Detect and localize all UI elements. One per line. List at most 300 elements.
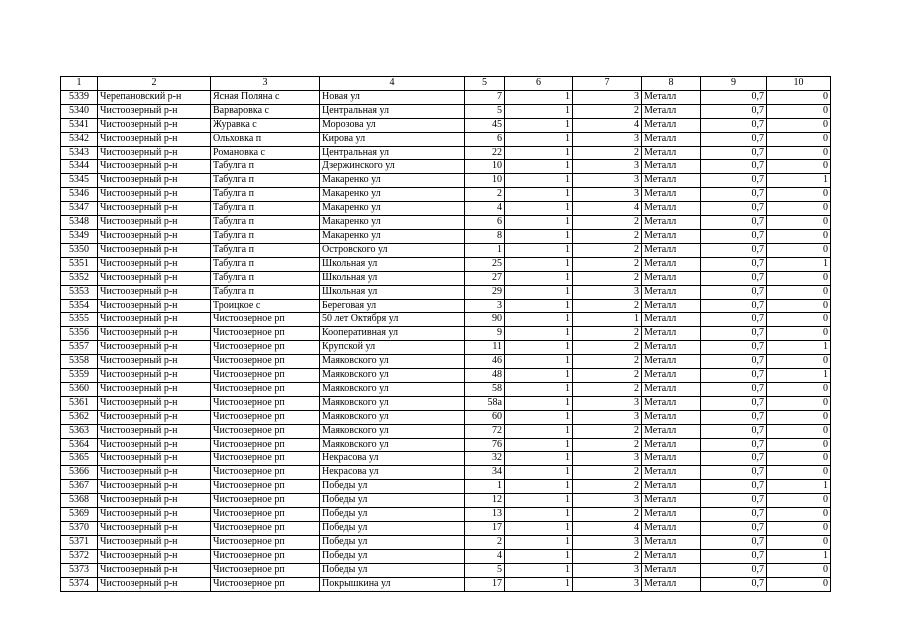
table-cell: 8 — [465, 229, 505, 243]
table-cell: Чистоозерный р-н — [98, 452, 211, 466]
table-cell: Чистоозерное рп — [211, 577, 320, 591]
table-cell: 5373 — [61, 563, 98, 577]
table-cell: 0,7 — [701, 188, 767, 202]
table-cell: 22 — [465, 146, 505, 160]
table-cell: 0 — [767, 118, 831, 132]
table-cell: 1 — [505, 452, 573, 466]
table-cell: Центральная ул — [320, 146, 465, 160]
table-cell: 0 — [767, 494, 831, 508]
table-cell: Черепановский р-н — [98, 90, 211, 104]
table-cell: 1 — [505, 480, 573, 494]
table-cell: Металл — [642, 160, 701, 174]
table-cell: Металл — [642, 299, 701, 313]
table-cell: Металл — [642, 549, 701, 563]
table-cell: 1 — [505, 466, 573, 480]
table-cell: Металл — [642, 522, 701, 536]
table-cell: 1 — [505, 90, 573, 104]
table-cell: Металл — [642, 452, 701, 466]
table-cell: 0 — [767, 410, 831, 424]
table-cell: 1 — [505, 577, 573, 591]
table-cell: Металл — [642, 327, 701, 341]
table-cell: 5370 — [61, 522, 98, 536]
table-cell: 0,7 — [701, 118, 767, 132]
table-cell: Варваровка с — [211, 104, 320, 118]
table-cell: Металл — [642, 257, 701, 271]
table-cell: 0 — [767, 577, 831, 591]
table-cell: 5359 — [61, 369, 98, 383]
table-row — [61, 508, 831, 522]
table-cell: 2 — [573, 382, 642, 396]
table-row — [61, 355, 831, 369]
table-cell: 1 — [767, 480, 831, 494]
table-cell: Школьная ул — [320, 257, 465, 271]
table-cell: 0,7 — [701, 355, 767, 369]
table-cell: 2 — [573, 146, 642, 160]
table-cell: Металл — [642, 146, 701, 160]
table-cell: 0,7 — [701, 132, 767, 146]
table-cell: 4 — [573, 118, 642, 132]
table-cell: Чистоозерный р-н — [98, 341, 211, 355]
table-cell: 5351 — [61, 257, 98, 271]
table-cell: 0,7 — [701, 160, 767, 174]
table-row — [61, 243, 831, 257]
table-cell: 17 — [465, 577, 505, 591]
table-cell: Металл — [642, 285, 701, 299]
table-row — [61, 174, 831, 188]
table-cell: 5346 — [61, 188, 98, 202]
table-cell: Металл — [642, 577, 701, 591]
table-cell: Победы ул — [320, 480, 465, 494]
table-cell: Маяковского ул — [320, 438, 465, 452]
table-row — [61, 146, 831, 160]
table-cell: 1 — [505, 424, 573, 438]
table-cell: 0,7 — [701, 341, 767, 355]
table-row — [61, 535, 831, 549]
table-cell: 2 — [573, 438, 642, 452]
table-cell: 0,7 — [701, 313, 767, 327]
table-cell: 5368 — [61, 494, 98, 508]
table-row — [61, 132, 831, 146]
table-cell: Чистоозерное рп — [211, 563, 320, 577]
table-cell: 5362 — [61, 410, 98, 424]
table-cell: 1 — [573, 313, 642, 327]
table-cell: Маяковского ул — [320, 382, 465, 396]
column-header: 6 — [505, 77, 573, 91]
table-cell: Металл — [642, 243, 701, 257]
table-cell: 0 — [767, 522, 831, 536]
table-cell: Металл — [642, 563, 701, 577]
table-cell: Чистоозерный р-н — [98, 285, 211, 299]
table-row — [61, 424, 831, 438]
table-cell: 0,7 — [701, 508, 767, 522]
table-cell: Чистоозерный р-н — [98, 174, 211, 188]
table-row — [61, 327, 831, 341]
column-header: 2 — [98, 77, 211, 91]
table-row — [61, 466, 831, 480]
table-cell: 5349 — [61, 229, 98, 243]
table-cell: 1 — [505, 410, 573, 424]
table-cell: 2 — [573, 299, 642, 313]
table-cell: Металл — [642, 410, 701, 424]
table-cell: 10 — [465, 160, 505, 174]
table-cell: 29 — [465, 285, 505, 299]
table-cell: Победы ул — [320, 563, 465, 577]
table-cell: Табулга п — [211, 243, 320, 257]
table-cell: Чистоозерное рп — [211, 438, 320, 452]
table-cell: Металл — [642, 438, 701, 452]
table-cell: Металл — [642, 90, 701, 104]
table-row — [61, 202, 831, 216]
table-cell: 0 — [767, 438, 831, 452]
column-header: 5 — [465, 77, 505, 91]
table-cell: Покрышкина ул — [320, 577, 465, 591]
table-cell: 1 — [505, 188, 573, 202]
table-cell: Чистоозерное рп — [211, 410, 320, 424]
table-cell: 0 — [767, 327, 831, 341]
table-cell: 1 — [505, 341, 573, 355]
table-cell: Центральная ул — [320, 104, 465, 118]
table-cell: 5340 — [61, 104, 98, 118]
table-cell: 1 — [767, 369, 831, 383]
table-cell: 1 — [505, 160, 573, 174]
table-cell: 1 — [505, 382, 573, 396]
table-cell: Чистоозерный р-н — [98, 104, 211, 118]
table-cell: 5339 — [61, 90, 98, 104]
table-cell: Макаренко ул — [320, 202, 465, 216]
table-cell: 7 — [465, 90, 505, 104]
table-cell: 5360 — [61, 382, 98, 396]
table-cell: Металл — [642, 382, 701, 396]
table-cell: 1 — [767, 174, 831, 188]
table-row — [61, 452, 831, 466]
table-cell: Победы ул — [320, 522, 465, 536]
table-cell: Победы ул — [320, 508, 465, 522]
table-row — [61, 382, 831, 396]
table-cell: 0 — [767, 243, 831, 257]
table-cell: 3 — [573, 410, 642, 424]
table-cell: 3 — [573, 563, 642, 577]
table-cell: Табулга п — [211, 188, 320, 202]
table-cell: 0 — [767, 313, 831, 327]
table-cell: 0 — [767, 466, 831, 480]
table-cell: 58а — [465, 396, 505, 410]
table-cell: Чистоозерный р-н — [98, 508, 211, 522]
table-cell: 6 — [465, 216, 505, 230]
table-cell: Журавка с — [211, 118, 320, 132]
table-cell: Школьная ул — [320, 271, 465, 285]
table-cell: 1 — [505, 257, 573, 271]
table-cell: Металл — [642, 341, 701, 355]
table-cell: 5348 — [61, 216, 98, 230]
table-cell: Чистоозерное рп — [211, 327, 320, 341]
table-cell: Некрасова ул — [320, 466, 465, 480]
table-cell: 5355 — [61, 313, 98, 327]
table-cell: Кооперативная ул — [320, 327, 465, 341]
table-cell: 12 — [465, 494, 505, 508]
table-cell: 0 — [767, 396, 831, 410]
table-cell: 0 — [767, 424, 831, 438]
table-cell: 0 — [767, 299, 831, 313]
table-cell: 3 — [573, 174, 642, 188]
table-cell: Троицкое с — [211, 299, 320, 313]
table-cell: Маяковского ул — [320, 396, 465, 410]
table-cell: 0 — [767, 202, 831, 216]
table-row — [61, 271, 831, 285]
table-cell: Металл — [642, 118, 701, 132]
table-cell: 0,7 — [701, 535, 767, 549]
table-cell: 50 лет Октября ул — [320, 313, 465, 327]
table-cell: 90 — [465, 313, 505, 327]
table-cell: 2 — [573, 229, 642, 243]
table-cell: Табулга п — [211, 202, 320, 216]
table-cell: 0,7 — [701, 410, 767, 424]
table-cell: 5367 — [61, 480, 98, 494]
table-cell: 1 — [505, 396, 573, 410]
table-cell: 0 — [767, 285, 831, 299]
table-cell: 0,7 — [701, 229, 767, 243]
table-cell: 17 — [465, 522, 505, 536]
table-cell: 2 — [573, 508, 642, 522]
table-cell: 0,7 — [701, 494, 767, 508]
table-cell: 0,7 — [701, 382, 767, 396]
table-cell: 5344 — [61, 160, 98, 174]
table-cell: Металл — [642, 202, 701, 216]
table-cell: 34 — [465, 466, 505, 480]
table-cell: Чистоозерный р-н — [98, 549, 211, 563]
table-cell: 6 — [465, 132, 505, 146]
table-cell: Островского ул — [320, 243, 465, 257]
table-cell: 0,7 — [701, 174, 767, 188]
table-cell: 1 — [505, 369, 573, 383]
table-cell: Маяковского ул — [320, 424, 465, 438]
table-cell: 1 — [505, 174, 573, 188]
table-cell: Табулга п — [211, 229, 320, 243]
table-row — [61, 549, 831, 563]
table-cell: 5345 — [61, 174, 98, 188]
table-cell: 2 — [573, 369, 642, 383]
table-cell: 3 — [573, 160, 642, 174]
table-cell: Чистоозерный р-н — [98, 535, 211, 549]
table-cell: Чистоозерный р-н — [98, 257, 211, 271]
table-cell: Чистоозерный р-н — [98, 480, 211, 494]
table-row — [61, 299, 831, 313]
table-cell: Металл — [642, 480, 701, 494]
table-cell: Чистоозерный р-н — [98, 424, 211, 438]
table-cell: 0,7 — [701, 563, 767, 577]
table-cell: Металл — [642, 396, 701, 410]
table-cell: Береговая ул — [320, 299, 465, 313]
table-cell: 1 — [767, 341, 831, 355]
table-cell: 0,7 — [701, 522, 767, 536]
table-cell: 0 — [767, 382, 831, 396]
table-cell: Металл — [642, 271, 701, 285]
table-cell: Чистоозерный р-н — [98, 563, 211, 577]
table-row — [61, 341, 831, 355]
table-row — [61, 410, 831, 424]
table-cell: 4 — [465, 549, 505, 563]
table-cell: 1 — [465, 243, 505, 257]
table-cell: Новая ул — [320, 90, 465, 104]
table-cell: 5343 — [61, 146, 98, 160]
table-cell: Металл — [642, 369, 701, 383]
table-cell: 25 — [465, 257, 505, 271]
table-cell: Чистоозерный р-н — [98, 160, 211, 174]
table-cell: Победы ул — [320, 535, 465, 549]
table-row — [61, 257, 831, 271]
table-cell: 5363 — [61, 424, 98, 438]
table-cell: Чистоозерное рп — [211, 382, 320, 396]
table-cell: 0,7 — [701, 216, 767, 230]
table-cell: Чистоозерный р-н — [98, 299, 211, 313]
column-header: 7 — [573, 77, 642, 91]
table-cell: 0,7 — [701, 285, 767, 299]
table-cell: 1 — [505, 355, 573, 369]
table-cell: 2 — [573, 327, 642, 341]
table-cell: 5357 — [61, 341, 98, 355]
table-cell: 1 — [505, 104, 573, 118]
table-cell: Чистоозерный р-н — [98, 438, 211, 452]
table-cell: 0,7 — [701, 424, 767, 438]
table-cell: Чистоозерный р-н — [98, 355, 211, 369]
column-header: 3 — [211, 77, 320, 91]
table-cell: Чистоозерное рп — [211, 396, 320, 410]
table-row — [61, 438, 831, 452]
table-cell: 1 — [505, 118, 573, 132]
table-row — [61, 369, 831, 383]
table-cell: 72 — [465, 424, 505, 438]
table-cell: 1 — [505, 438, 573, 452]
table-cell: 1 — [505, 327, 573, 341]
table-row — [61, 216, 831, 230]
table-cell: 0,7 — [701, 577, 767, 591]
table-cell: Чистоозерный р-н — [98, 369, 211, 383]
table-cell: 1 — [505, 202, 573, 216]
table-cell: Чистоозерный р-н — [98, 396, 211, 410]
table-cell: Металл — [642, 188, 701, 202]
table-cell: 0,7 — [701, 466, 767, 480]
table-cell: 2 — [573, 424, 642, 438]
table-cell: 58 — [465, 382, 505, 396]
table-cell: 2 — [573, 480, 642, 494]
table-cell: Маяковского ул — [320, 410, 465, 424]
table-cell: 5366 — [61, 466, 98, 480]
table-row — [61, 160, 831, 174]
table-row — [61, 118, 831, 132]
table-cell: 3 — [465, 299, 505, 313]
table-cell: 4 — [573, 522, 642, 536]
table-row — [61, 188, 831, 202]
table-cell: Чистоозерный р-н — [98, 132, 211, 146]
table-cell: 0 — [767, 104, 831, 118]
table-cell: 32 — [465, 452, 505, 466]
table-cell: Чистоозерное рп — [211, 535, 320, 549]
table-cell: 0,7 — [701, 299, 767, 313]
table-cell: 1 — [505, 285, 573, 299]
table-cell: 1 — [505, 243, 573, 257]
table-cell: Победы ул — [320, 494, 465, 508]
data-table — [60, 76, 831, 592]
table-cell: 3 — [573, 132, 642, 146]
table-cell: 3 — [573, 90, 642, 104]
table-cell: 3 — [573, 577, 642, 591]
table-cell: 0,7 — [701, 243, 767, 257]
table-cell: Морозова ул — [320, 118, 465, 132]
table-cell: Чистоозерный р-н — [98, 494, 211, 508]
table-cell: 1 — [505, 132, 573, 146]
table-row — [61, 104, 831, 118]
table-cell: Табулга п — [211, 271, 320, 285]
table-cell: 0 — [767, 535, 831, 549]
table-cell: Чистоозерный р-н — [98, 118, 211, 132]
table-cell: Чистоозерный р-н — [98, 271, 211, 285]
table-cell: 2 — [573, 355, 642, 369]
table-cell: Металл — [642, 466, 701, 480]
table-cell: Маяковского ул — [320, 369, 465, 383]
table-cell: 0 — [767, 452, 831, 466]
table-cell: Чистоозерный р-н — [98, 327, 211, 341]
table-cell: 5354 — [61, 299, 98, 313]
table-cell: 5341 — [61, 118, 98, 132]
table-cell: Дзержинского ул — [320, 160, 465, 174]
table-row — [61, 229, 831, 243]
table-cell: Чистоозерное рп — [211, 522, 320, 536]
table-cell: 1 — [505, 299, 573, 313]
table-cell: 3 — [573, 452, 642, 466]
table-cell: 2 — [573, 243, 642, 257]
table-cell: Чистоозерный р-н — [98, 229, 211, 243]
table-cell: 2 — [573, 341, 642, 355]
table-cell: Макаренко ул — [320, 229, 465, 243]
table-cell: 5372 — [61, 549, 98, 563]
table-cell: 0,7 — [701, 271, 767, 285]
table-cell: 0,7 — [701, 104, 767, 118]
table-row — [61, 522, 831, 536]
table-row — [61, 480, 831, 494]
table-cell: 1 — [505, 216, 573, 230]
table-cell: Чистоозерное рп — [211, 452, 320, 466]
table-cell: 5371 — [61, 535, 98, 549]
table-cell: Ольховка п — [211, 132, 320, 146]
header-row — [61, 77, 831, 91]
table-cell: Чистоозерный р-н — [98, 243, 211, 257]
table-cell: Металл — [642, 494, 701, 508]
table-cell: 0 — [767, 355, 831, 369]
table-cell: 2 — [573, 257, 642, 271]
table-cell: 0 — [767, 229, 831, 243]
table-cell: Чистоозерное рп — [211, 508, 320, 522]
table-cell: 0 — [767, 563, 831, 577]
table-cell: 5 — [465, 563, 505, 577]
table-cell: 1 — [505, 563, 573, 577]
table-cell: 1 — [505, 535, 573, 549]
table-cell: 0,7 — [701, 438, 767, 452]
table-cell: Металл — [642, 132, 701, 146]
table-cell: 0 — [767, 216, 831, 230]
table-cell: Чистоозерный р-н — [98, 577, 211, 591]
table-cell: 2 — [573, 549, 642, 563]
table-cell: Металл — [642, 216, 701, 230]
table-cell: 5365 — [61, 452, 98, 466]
table-cell: Табулга п — [211, 257, 320, 271]
table-cell: 4 — [465, 202, 505, 216]
table-cell: 27 — [465, 271, 505, 285]
table-cell: 0 — [767, 90, 831, 104]
table-cell: 48 — [465, 369, 505, 383]
table-cell: 3 — [573, 188, 642, 202]
table-cell: Крупской ул — [320, 341, 465, 355]
table-cell: Металл — [642, 424, 701, 438]
table-cell: Табулга п — [211, 285, 320, 299]
